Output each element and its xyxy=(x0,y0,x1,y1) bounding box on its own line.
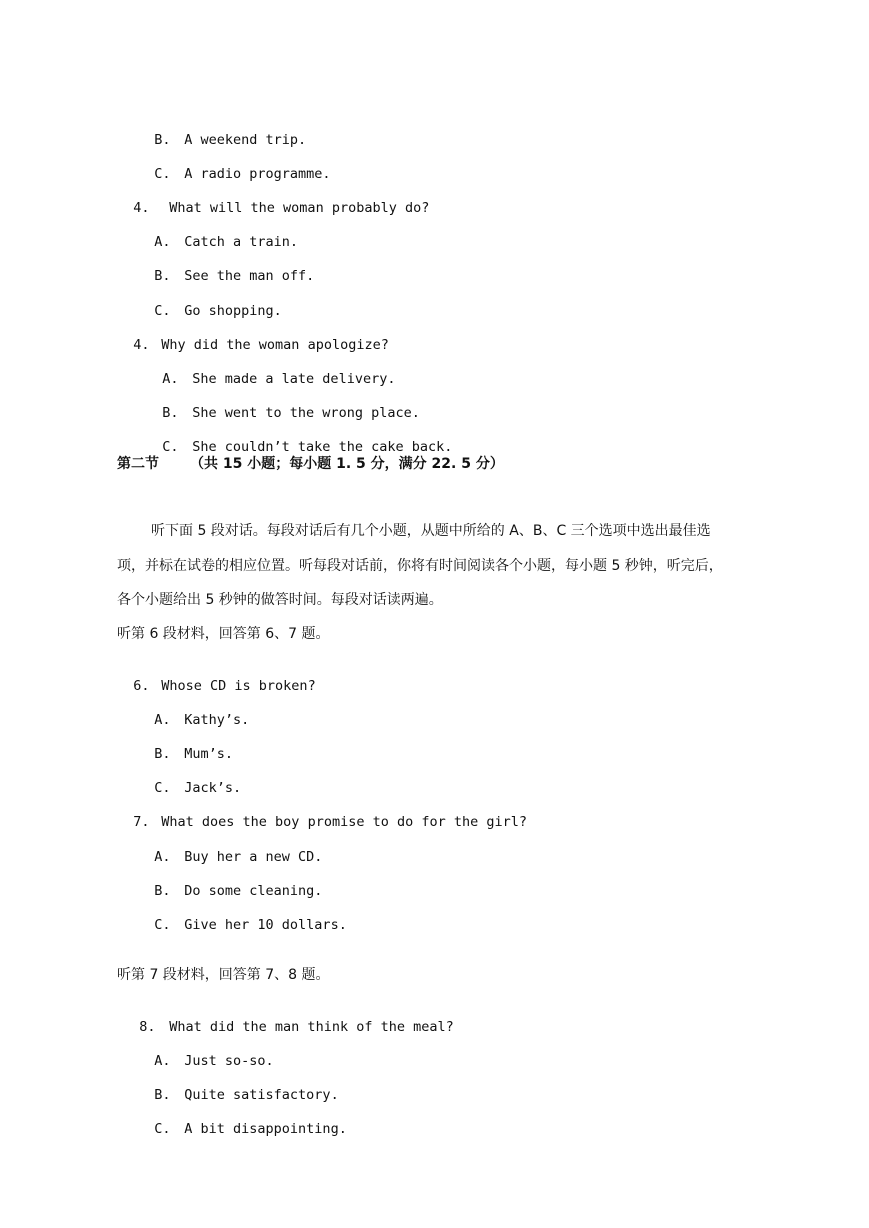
option-a xyxy=(138,830,322,866)
option-a xyxy=(146,352,395,388)
option-text: Quite satisfactory. xyxy=(184,1087,339,1103)
question-4-first xyxy=(117,181,429,217)
option-letter: C. xyxy=(154,1121,171,1137)
option-letter: C. xyxy=(162,439,179,455)
option-text: Go shopping. xyxy=(184,303,282,319)
option-text: See the man off. xyxy=(184,268,315,284)
option-text: A radio programme. xyxy=(184,166,331,182)
question-text: What will the woman probably do? xyxy=(169,200,430,216)
question-4-second xyxy=(117,318,389,354)
option-c xyxy=(146,420,452,456)
option-letter: C. xyxy=(154,917,171,933)
question-number: 4. xyxy=(133,200,150,216)
question-text: Whose CD is broken? xyxy=(161,678,316,694)
option-text: She went to the wrong place. xyxy=(192,405,420,421)
option-letter: B. xyxy=(154,746,171,762)
question-text: What does the boy promise to do for the girl? xyxy=(161,814,528,830)
question-number: 7. xyxy=(133,814,150,830)
question-text: Why did the woman apologize? xyxy=(161,337,389,353)
option-letter: C. xyxy=(154,166,171,182)
section-scoring: （共 15 小题；每小题 1. 5 分，满分 22. 5 分） xyxy=(190,456,504,472)
option-text: She couldn’t take the cake back. xyxy=(192,439,453,455)
option-text: Just so-so. xyxy=(184,1053,274,1069)
question-number: 4. xyxy=(133,337,150,353)
option-c xyxy=(138,147,331,183)
question-6 xyxy=(117,659,316,695)
option-text: Catch a train. xyxy=(184,234,299,250)
option-letter: B. xyxy=(154,883,171,899)
option-letter: A. xyxy=(162,371,179,387)
option-letter: C. xyxy=(154,780,171,796)
question-number: 8. xyxy=(139,1019,156,1035)
option-c xyxy=(138,761,241,797)
instructions-line-1: 听下面 5 段对话。每段对话后有几个小题，从题中所给的 A、B、C 三个选项中选出最佳选 xyxy=(151,523,711,539)
option-text: Jack’s. xyxy=(184,780,242,796)
material-6-label: 听第 6 段材料，回答第 6、7 题。 xyxy=(117,626,330,642)
question-8 xyxy=(123,1000,454,1036)
instructions-line-3: 各个小题给出 5 秒钟的做答时间。每段对话读两遍。 xyxy=(117,592,443,608)
option-letter: A. xyxy=(154,234,171,250)
option-letter: C. xyxy=(154,303,171,319)
option-a xyxy=(138,693,249,729)
option-text: She made a late delivery. xyxy=(192,371,396,387)
option-a xyxy=(138,215,298,251)
option-text: Kathy’s. xyxy=(184,712,250,728)
option-letter: A. xyxy=(154,712,171,728)
option-text: Give her 10 dollars. xyxy=(184,917,347,933)
option-text: Buy her a new CD. xyxy=(184,849,323,865)
question-7 xyxy=(117,795,527,831)
material-7-label: 听第 7 段材料，回答第 7、8 题。 xyxy=(117,967,330,983)
option-b xyxy=(138,864,322,900)
option-b xyxy=(138,727,233,763)
question-number: 6. xyxy=(133,678,150,694)
instructions-line-2: 项，并标在试卷的相应位置。听每段对话前，你将有时间阅读各个小题，每小题 5 秒钟，听完后， xyxy=(117,558,723,574)
option-letter: A. xyxy=(154,849,171,865)
option-text: Mum’s. xyxy=(184,746,234,762)
option-letter: B. xyxy=(154,132,171,148)
question-text: What did the man think of the meal? xyxy=(169,1019,454,1035)
option-c xyxy=(138,1102,347,1138)
option-a xyxy=(138,1034,274,1070)
option-b xyxy=(146,386,420,422)
option-b xyxy=(138,1068,339,1104)
option-text: Do some cleaning. xyxy=(184,883,323,899)
option-text: A bit disappointing. xyxy=(184,1121,347,1137)
option-c xyxy=(138,284,282,320)
section-title: 第二节 xyxy=(117,456,159,472)
option-text: A weekend trip. xyxy=(184,132,307,148)
option-letter: B. xyxy=(154,1087,171,1103)
option-letter: A. xyxy=(154,1053,171,1069)
option-c xyxy=(138,898,347,934)
option-letter: B. xyxy=(154,268,171,284)
option-b xyxy=(138,113,306,149)
option-letter: B. xyxy=(162,405,179,421)
option-b xyxy=(138,249,314,285)
